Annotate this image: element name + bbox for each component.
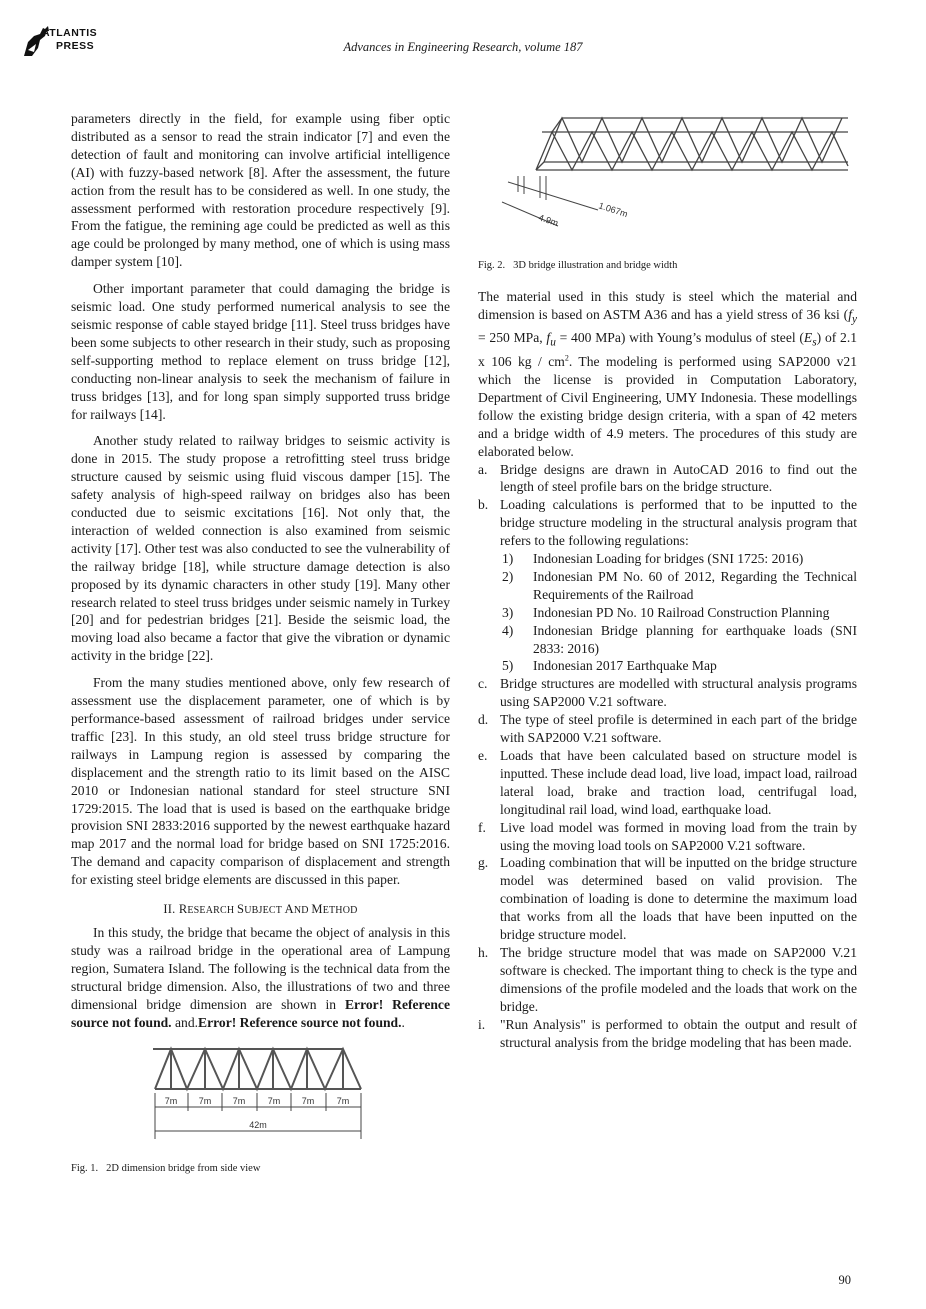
paragraph-3: Another study related to railway bridges to seismic activity is done in 2015. The study propose a retrofitting steel truss bridge structure caused by seismic using fluid viscous damper [15]. The safety analysis of high-speed railway on bridges also has been conducted due to seismic excitations [16]. Not only that, the interaction of welded connection is also examined from seismic activity [17]. Other test was also conducted to see the vulnerability of the railway bridge [18], while structure damage detection is also proposed by its dynamic characters in other study [19]. Many other research related to steel truss bridges under seismic namely in Turkey [20] and for pedestrian bridges [21]. Beside the seismic load, the moving load also became a factor that give the vibration or dynamic activity in the bridge [22].	[71, 433, 450, 664]
list-item: f. Live load model was formed in moving load from the train by using the moving load tools on SAP2000 V.21 software.	[478, 819, 857, 853]
segment-label: 7m	[336, 1096, 350, 1107]
paragraph-4: From the many studies mentioned above, only few research of assessment use the displacement parameter, one of which is by performance-based assessment of railroad bridges under service traffic [23]. In this study, an old steel truss bridge structure for railways in Lampung region is assessed by comparing the displacement and the strength ratio to its limit based on the AISC 2010 or Indonesian national standard for steel structure SNI 1729:2015. The load that is used is based on the earthquake bridge provision SNI 2833:2016 supported by the newest earthquake hazard map 2017 and the normal load for bridge based on SNI 1725:2016. The demand and capacity comparison of displacement and strength for existing steel bridge elements are discussed in this paper.	[71, 675, 450, 888]
list-item: g. Loading combination that will be inputted on the bridge structure model was determined based on valid provision. The combination of loading is done to determine the maximum load that works from all the loads that have been inputted on the bridge structure model.	[478, 855, 857, 943]
material-paragraph: The material used in this study is steel which the material and dimension is based on ASTM A36 and has a yield stress of 36 ksi ($f_y = 250$ MPa, $f_u = 400$ MPa) with Young’s modulus of steel $(E_s)$ of 2.1 x 106 kg / $cm^2$. The modeling is performed using SAP2000 v21 which the license is provided in Computation Laboratory, Department of Civil Engineering, UMY Indonesia. These modellings follow the existing bridge design criteria, with a span of 42 meters and a bridge width of 4.9 meters. The procedures of this study are elaborated below.	[478, 288, 858, 459]
segment-label: 7m	[267, 1096, 281, 1107]
reference-error-2: Error! Reference source not found.	[198, 1014, 402, 1030]
list-item: e. Loads that have been calculated based on structure model is inputted. These include dead load, live load, impact load, railroad lateral load, brake and traction load, centrifugal load, longitudinal rail load, wind load, earthquake load.	[478, 748, 857, 817]
bridge-3d-diagram	[478, 110, 857, 250]
section-heading: II. RESEARCH SUBJECT AND METHOD	[163, 902, 358, 917]
total-length-label: 42m	[249, 1120, 267, 1131]
procedure-list	[478, 461, 857, 1052]
list-item: a. Bridge designs are drawn in AutoCAD 2016 to find out the length of steel profile bars on the bridge structure.	[478, 461, 857, 495]
left-column	[71, 110, 450, 1175]
list-item: i. "Run Analysis" is performed to obtain the output and result of structural analysis from the bridge modeling that has been made.	[478, 1016, 857, 1050]
bridge-2d-diagram	[71, 1043, 450, 1143]
segment-label: 7m	[164, 1096, 178, 1107]
figure-1-caption: Fig. 1. 2D dimension bridge from side view	[71, 1163, 261, 1175]
sub-list-item: 4) Indonesian Bridge planning for earthquake loads (SNI 2833: 2016)	[502, 622, 857, 656]
list-item: c. Bridge structures are modelled with structural analysis programs using SAP2000 V.21 software.	[478, 676, 857, 710]
paragraph-2: Other important parameter that could damaging the bridge is seismic load. One study performed numerical analysis to see the seismic response of cable stayed bridge [11]. Steel truss bridges have been some subjects to other research in their study, such as proposing self-supporting method to replace element on truss bridge [12], conducting non-linear analysis to seek the mechanism of failure in truss bridges [13], and for long span simply supported truss bridge for railways [14].	[71, 281, 450, 422]
dimension-label-width: 4.9m	[537, 212, 560, 229]
list-item: d. The type of steel profile is determined in each part of the bridge with SAP2000 V.21 software.	[478, 712, 857, 746]
segment-label: 7m	[301, 1096, 315, 1107]
sub-list-item: 1) Indonesian Loading for bridges (SNI 1725: 2016)	[502, 551, 804, 567]
right-column	[478, 110, 857, 1051]
figure-1	[71, 1043, 450, 1175]
page-number: 90	[838, 1273, 851, 1287]
list-item: h. The bridge structure model that was made on SAP2000 V.21 software is checked. The important thing to check is the type and dimensions of the profile modeled and the loads that work on the bridge.	[478, 944, 857, 1014]
publisher-name-line1: ATLANTIS	[42, 27, 98, 39]
running-title: Advances in Engineering Research, volume 187	[343, 40, 583, 54]
list-item: b. Loading calculations is performed that to be inputted to the bridge structure modeling in the structural analysis program that refers to the following regulations:	[478, 497, 857, 549]
paragraph-1: parameters directly in the field, for example using fiber optic distributed as a sensor to read the strain indicator [7] and even the detection of fault and monitoring can involve artificial intelligence (AI) with fuzzy-based network [8]. After the assessment, the future action from the result has to be considered as well. In one study, the assessment performed with restoration procedure respectively [9]. From the fatigue, the remining age could be predicted as well as this age could be prolonged by many method, one of which is using mass damper system [10].	[71, 111, 450, 270]
sub-list-item: 5) Indonesian 2017 Earthquake Map	[502, 658, 717, 674]
sub-list-item: 3) Indonesian PD No. 10 Railroad Construction Planning	[502, 604, 830, 620]
segment-label: 7m	[232, 1096, 246, 1107]
segment-label: 7m	[198, 1096, 212, 1107]
sub-list-item: 2) Indonesian PM No. 60 of 2012, Regarding the Technical Requirements of the Railroad	[502, 568, 857, 602]
dimension-label-length: 1.067m	[597, 200, 630, 220]
paragraph-5: In this study, the bridge that became the object of analysis in this study was a railroad bridge in the operational area of Lampung region, Sumatera Island. The following is the technical data from the structural bridge dimension. Also, the illustrations of two and three dimensional bridge dimension are shown in Error! Reference source not found. and.Error! Reference source not found..	[71, 924, 450, 1030]
publisher-name-line2: PRESS	[56, 40, 95, 52]
figure-2-caption: Fig. 2. 3D bridge illustration and bridge width	[478, 259, 678, 271]
figure-2	[478, 110, 857, 272]
reference-error-1: Error! Reference source not found.	[71, 996, 450, 1030]
